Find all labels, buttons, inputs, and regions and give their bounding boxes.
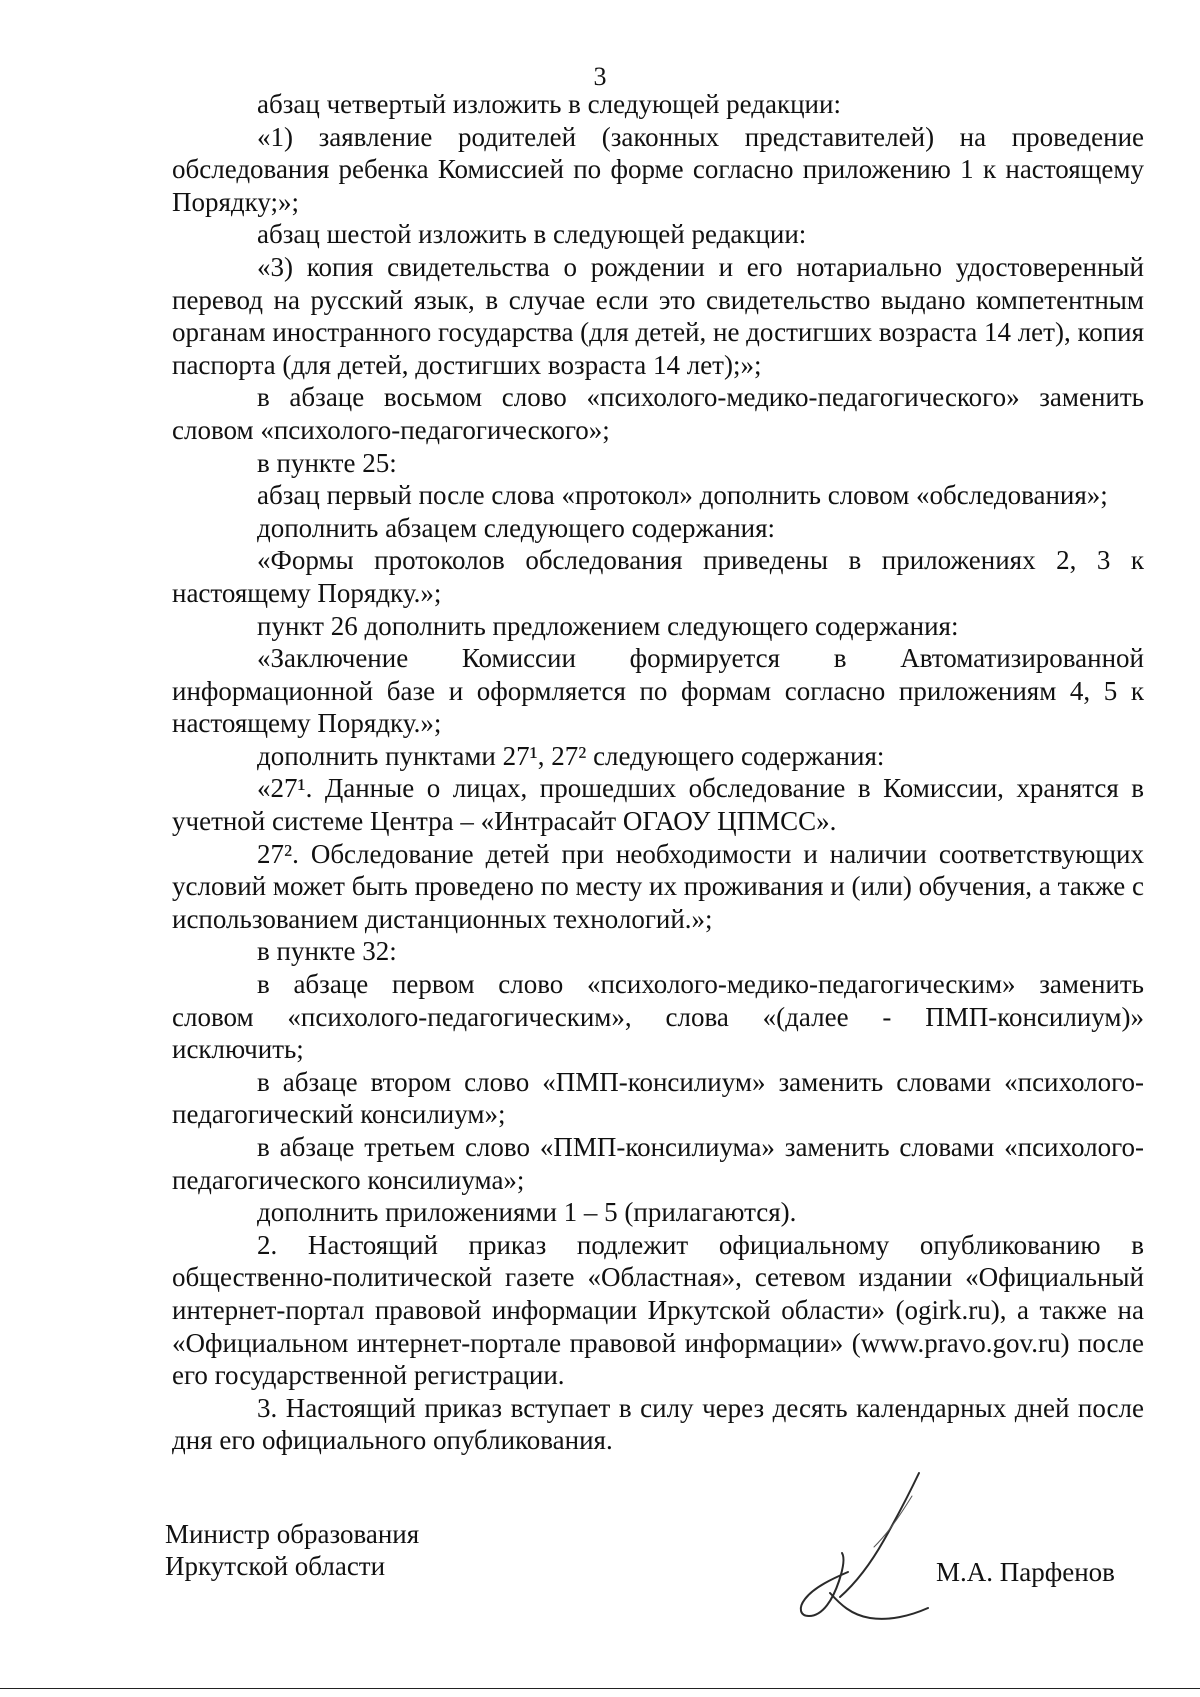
paragraph-7: абзац первый после слова «протокол» дополнить словом «обследования»;	[257, 480, 1108, 511]
paragraph-16: в абзаце первом слово «психолого-медико-педагогическим» заменить словом «психолого-педагогическим», слова «(далее - ПМП-консилиум)» исключить;	[172, 969, 1144, 1065]
paragraph-12: дополнить пунктами 27¹, 27² следующего содержания:	[257, 740, 885, 771]
paragraph-18: в абзаце третьем слово «ПМП-консилиума» заменить словами «психолого-педагогического консилиума»;	[172, 1132, 1144, 1195]
document-body	[172, 88, 1144, 1457]
paragraph-1: абзац четвертый изложить в следующей редакции:	[257, 89, 841, 119]
paragraph-10: пункт 26 дополнить предложением следующего содержания:	[257, 610, 959, 641]
paragraph-9: «Формы протоколов обследования приведены в приложениях 2, 3 к настоящему Порядку.»;	[172, 545, 1144, 608]
paragraph-3: абзац шестой изложить в следующей редакции:	[257, 219, 807, 250]
paragraph-15: в пункте 32:	[257, 936, 397, 967]
paragraph-17: в абзаце втором слово «ПМП-консилиум» заменить словами «психолого-педагогический консилиум»;	[172, 1066, 1144, 1130]
signer-position-line-2: Иркутской области	[165, 1551, 386, 1581]
signer-name: М.А. Парфенов	[936, 1557, 1115, 1587]
page-number: 3	[593, 62, 607, 91]
paragraph-11: «Заключение Комиссии формируется в Автоматизированной информационной базе и оформляется по формам согласно приложениям 4, 5 к настоящему Порядку.»;	[172, 643, 1144, 739]
paragraph-6: в пункте 25:	[257, 447, 397, 478]
signature-block	[165, 1518, 419, 1582]
paragraph-4: «3) копия свидетельства о рождении и его нотариально удостоверенный перевод на русский язык, в случае если это свидетельство выдано компетентным органам иностранного государства (для детей, не достигших возраста 14 лет), копия паспорта (для детей, достигших возраста 14 лет);»;	[172, 251, 1145, 380]
paragraph-14: 27². Обследование детей при необходимости и наличии соответствующих условий может быть проведено по месту их проживания и (или) обучения, а также с использованием дистанционных технологий.»;	[172, 838, 1144, 934]
handwritten-signature	[776, 1470, 956, 1625]
paragraph-21: 3. Настоящий приказ вступает в силу через десять календарных дней после дня его официального опубликования.	[172, 1392, 1144, 1456]
paragraph-19: дополнить приложениями 1 – 5 (прилагаются).	[257, 1197, 797, 1228]
paragraph-8: дополнить абзацем следующего содержания:	[257, 512, 776, 543]
paragraph-2: «1) заявление родителей (законных представителей) на проведение обследования ребенка Комиссией по форме согласно приложению 1 к настоящему Порядку;»;	[172, 121, 1144, 217]
paragraph-13: «27¹. Данные о лицах, прошедших обследование в Комиссии, хранятся в учетной системе Центра – «Интрасайт ОГАОУ ЦПМСС».	[172, 773, 1144, 837]
paragraph-5: в абзаце восьмом слово «психолого-медико-педагогического» заменить словом «психолого-педагогического»;	[172, 382, 1144, 445]
paragraph-20: 2. Настоящий приказ подлежит официальному опубликованию в общественно-политической газете «Областная», сетевом издании «Официальный интернет-портал правовой информации Иркутской области» (ogirk.ru), а также на «Официальном интернет-портале правовой информации» (www.pravo.gov.ru) после его государственной регистрации.	[172, 1229, 1144, 1391]
signer-position-line-1: Министр образования	[165, 1519, 420, 1549]
bottom-scan-edge-line	[0, 1688, 1200, 1689]
